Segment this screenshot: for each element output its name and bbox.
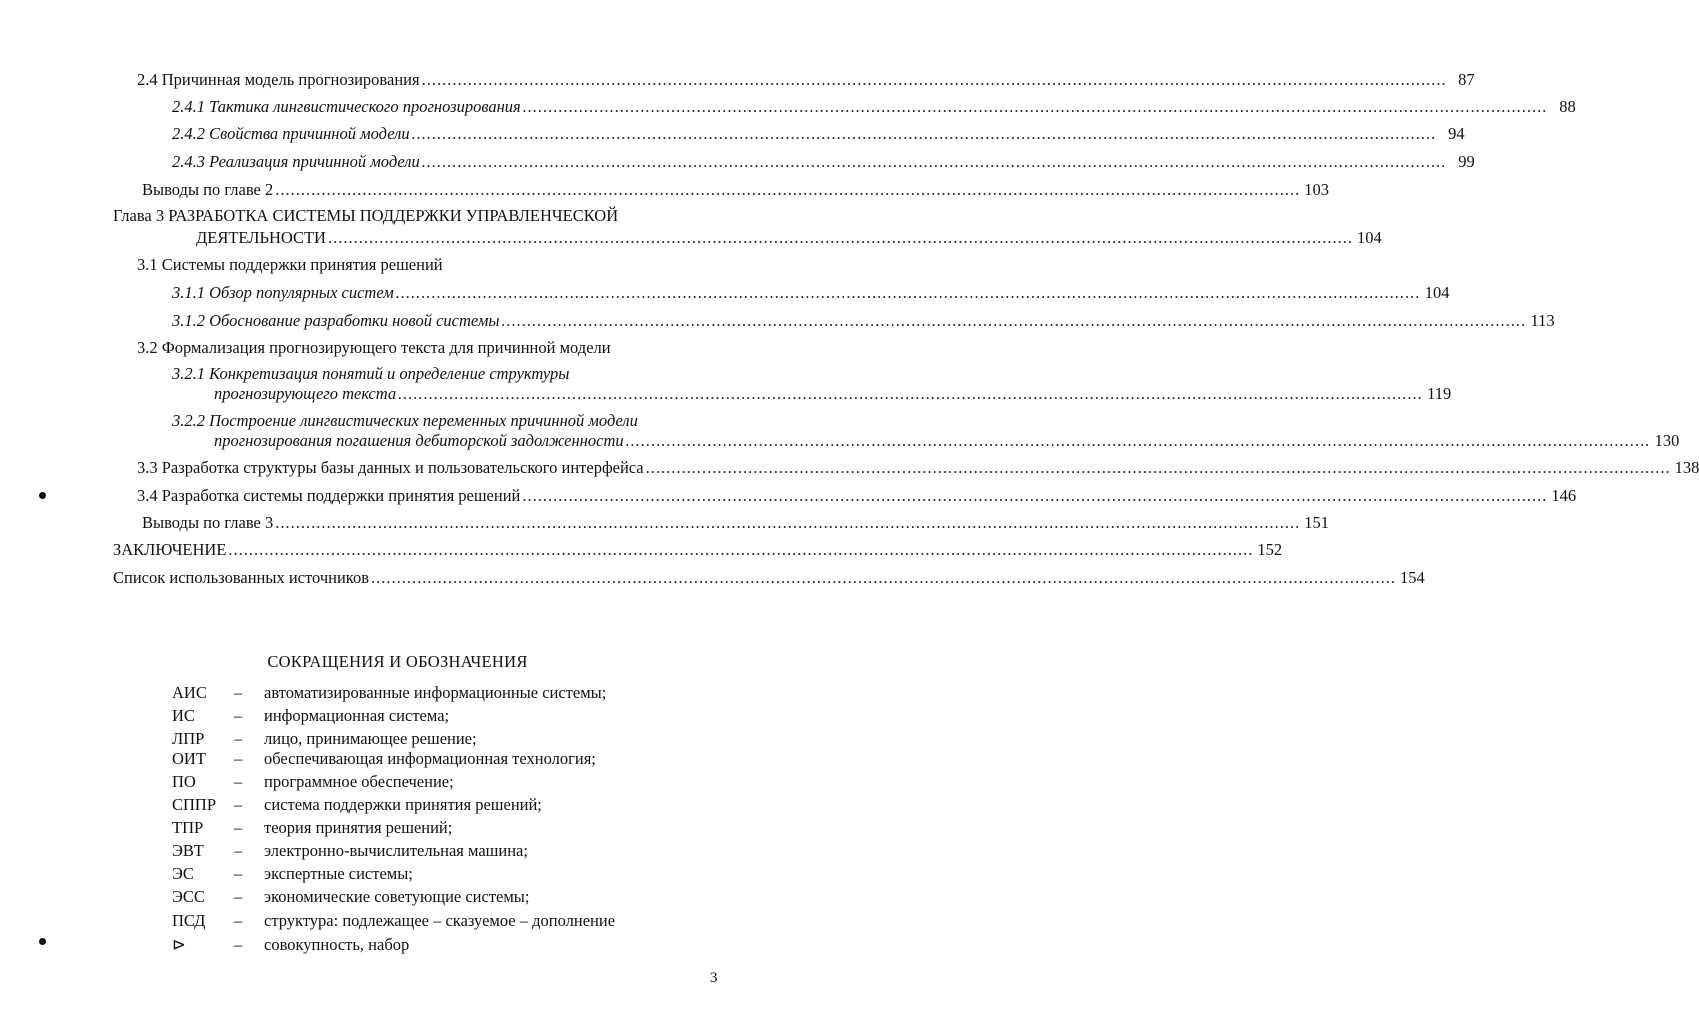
toc-leader-dots: ........................................................................................................................................................................................................ — [327, 228, 1353, 247]
toc-entry-title: 2.4 Причинная модель прогнозирования — [137, 70, 420, 89]
toc-entry-3-1-2[interactable] — [172, 311, 1555, 331]
toc-entry-conclusion[interactable] — [113, 540, 1283, 560]
toc-leader-dots: ........................................................................................................................................................................................................ — [275, 513, 1301, 532]
toc-entry-page: 99 — [1458, 152, 1475, 171]
toc-entry-title: 3.4 Разработка системы поддержки принятия решений — [137, 486, 521, 505]
toc-entry-3-1[interactable]: 3.1 Системы поддержки принятия решений — [137, 255, 443, 274]
abbreviation-term: ЭСС — [172, 887, 205, 906]
margin-bullet-icon — [39, 938, 46, 945]
abbreviation-description: электронно-вычислительная машина; — [264, 841, 528, 860]
toc-entry-2-4-2[interactable] — [172, 124, 1465, 144]
abbreviation-term: ТПР — [172, 818, 204, 837]
toc-entry-3-2-2-line1[interactable]: 3.2.2 Построение лингвистических переменных причинной модели — [172, 411, 638, 430]
toc-entry-page: 88 — [1559, 97, 1576, 116]
toc-entry-title: 3.1.2 Обоснование разработки новой системы — [172, 311, 500, 330]
abbreviation-dash: – — [234, 729, 243, 748]
toc-entry-title: 3.3 Разработка структуры базы данных и пользовательского интерфейса — [137, 458, 644, 477]
toc-entry-chapter-3[interactable] — [196, 228, 1382, 248]
toc-entry-title: прогнозирующего текста — [214, 384, 397, 403]
abbreviation-term: ИС — [172, 706, 195, 725]
abbreviation-dash: – — [234, 795, 243, 814]
toc-leader-dots: ........................................................................................................................................................................................................ — [501, 311, 1527, 330]
abbreviation-description: система поддержки принятия решений; — [264, 795, 542, 814]
toc-entry-3-3[interactable] — [137, 458, 1699, 478]
abbreviation-dash: – — [234, 887, 243, 906]
abbreviation-dash: – — [234, 841, 243, 860]
abbreviation-dash: – — [234, 818, 243, 837]
toc-leader-dots: ........................................................................................................................................................................................................ — [645, 458, 1671, 477]
abbreviation-term: ЛПР — [172, 729, 205, 748]
toc-entry-title: 3.1.1 Обзор популярных систем — [172, 283, 394, 302]
abbreviation-description: теория принятия решений; — [264, 818, 453, 837]
toc-leader-dots: ........................................................................................................................................................................................................ — [395, 283, 1421, 302]
toc-entry-3-1-1[interactable] — [172, 283, 1450, 303]
abbreviation-description: совокупность, набор — [264, 935, 410, 954]
toc-entry-3-4[interactable] — [137, 486, 1577, 506]
toc-entry-title: ДЕЯТЕЛЬНОСТИ — [196, 228, 326, 247]
abbreviation-description: информационная система; — [264, 706, 450, 725]
abbreviation-description: экспертные системы; — [264, 864, 413, 883]
toc-entry-sources[interactable] — [113, 568, 1425, 588]
abbreviation-term: ЭС — [172, 864, 194, 883]
abbreviation-description: структура: подлежащее – сказуемое – дополнение — [264, 911, 616, 930]
abbreviation-dash: – — [234, 911, 243, 930]
toc-entry-title: 2.4.3 Реализация причинной модели — [172, 152, 420, 171]
toc-leader-dots: ........................................................................................................................................................................................................ — [625, 431, 1651, 450]
abbreviation-term: ПСД — [172, 911, 206, 930]
margin-bullet-icon — [39, 492, 46, 499]
abbreviation-description: обеспечивающая информационная технология; — [264, 749, 596, 768]
abbreviation-term: ПО — [172, 772, 196, 791]
abbreviation-description: программное обеспечение; — [264, 772, 454, 791]
abbreviation-term: СППР — [172, 795, 217, 814]
abbreviation-term: ОИТ — [172, 749, 206, 768]
toc-entry-page: 138 — [1674, 458, 1699, 477]
abbreviation-dash: – — [234, 864, 243, 883]
toc-entry-3-2-1[interactable] — [214, 384, 1452, 404]
toc-entry-title: 2.4.1 Тактика лингвистического прогнозирования — [172, 97, 521, 116]
abbreviation-term: ЭВТ — [172, 841, 204, 860]
abbreviation-term: АИС — [172, 683, 207, 702]
toc-entry-page: 146 — [1551, 486, 1577, 505]
toc-entry-3-2-1-line1[interactable]: 3.2.1 Конкретизация понятий и определение структуры — [172, 364, 570, 383]
toc-entry-title: прогнозирования погашения дебиторской задолженности — [214, 431, 624, 450]
toc-entry-3-2[interactable]: 3.2 Формализация прогнозирующего текста для причинной модели — [137, 338, 611, 357]
abbreviation-dash: – — [234, 706, 243, 725]
toc-entry-page: 94 — [1448, 124, 1465, 143]
toc-entry-conclusions-ch2[interactable] — [142, 180, 1329, 200]
toc-leader-dots: ........................................................................................................................................................................................................ — [228, 540, 1254, 559]
abbreviation-dash: – — [234, 683, 243, 702]
toc-leader-dots: ........................................................................................................................................................................................................ — [522, 97, 1548, 116]
toc-entry-conclusions-ch3[interactable] — [142, 513, 1329, 533]
toc-entry-2-4-1[interactable] — [172, 97, 1576, 117]
toc-leader-dots: ........................................................................................................................................................................................................ — [421, 70, 1447, 89]
toc-entry-title: Список использованных источников — [113, 568, 369, 587]
triangle-symbol-icon: ⊳ — [172, 935, 186, 954]
toc-entry-page: 130 — [1654, 431, 1680, 450]
toc-leader-dots: ........................................................................................................................................................................................................ — [411, 124, 1437, 143]
page-number: 3 — [710, 970, 718, 986]
toc-entry-page: 154 — [1400, 568, 1425, 587]
toc-entry-page: 119 — [1427, 384, 1452, 403]
abbreviation-dash: – — [234, 772, 243, 791]
toc-entry-page: 104 — [1424, 283, 1450, 302]
toc-entry-page: 113 — [1530, 311, 1555, 330]
abbreviation-description: экономические советующие системы; — [264, 887, 530, 906]
toc-leader-dots: ........................................................................................................................................................................................................ — [371, 568, 1396, 587]
abbreviation-description: автоматизированные информационные системы; — [264, 683, 607, 702]
toc-entry-title: Выводы по главе 2 — [142, 180, 274, 199]
toc-leader-dots: ........................................................................................................................................................................................................ — [275, 180, 1301, 199]
toc-entry-2-4-3[interactable] — [172, 152, 1475, 172]
toc-entry-page: 151 — [1304, 513, 1329, 532]
toc-entry-title: ЗАКЛЮЧЕНИЕ — [113, 540, 227, 559]
abbreviation-dash: – — [234, 935, 243, 954]
toc-leader-dots: ........................................................................................................................................................................................................ — [522, 486, 1548, 505]
toc-chapter-3-title[interactable]: Глава 3 РАЗРАБОТКА СИСТЕМЫ ПОДДЕРЖКИ УПРАВЛЕНЧЕСКОЙ — [113, 206, 619, 225]
toc-entry-title: 2.4.2 Свойства причинной модели — [172, 124, 410, 143]
abbreviations-heading: СОКРАЩЕНИЯ И ОБОЗНАЧЕНИЯ — [267, 652, 528, 671]
toc-entry-page: 87 — [1458, 70, 1475, 89]
toc-leader-dots: ........................................................................................................................................................................................................ — [398, 384, 1424, 403]
toc-entry-3-2-2[interactable] — [214, 431, 1680, 451]
toc-entry-page: 104 — [1356, 228, 1382, 247]
abbreviation-dash: – — [234, 749, 243, 768]
toc-entry-2-4[interactable] — [137, 70, 1475, 90]
toc-entry-page: 152 — [1257, 540, 1283, 559]
toc-entry-page: 103 — [1304, 180, 1329, 199]
toc-leader-dots: ........................................................................................................................................................................................................ — [421, 152, 1447, 171]
toc-entry-title: Выводы по главе 3 — [142, 513, 274, 532]
abbreviation-description: лицо, принимающее решение; — [264, 729, 477, 748]
